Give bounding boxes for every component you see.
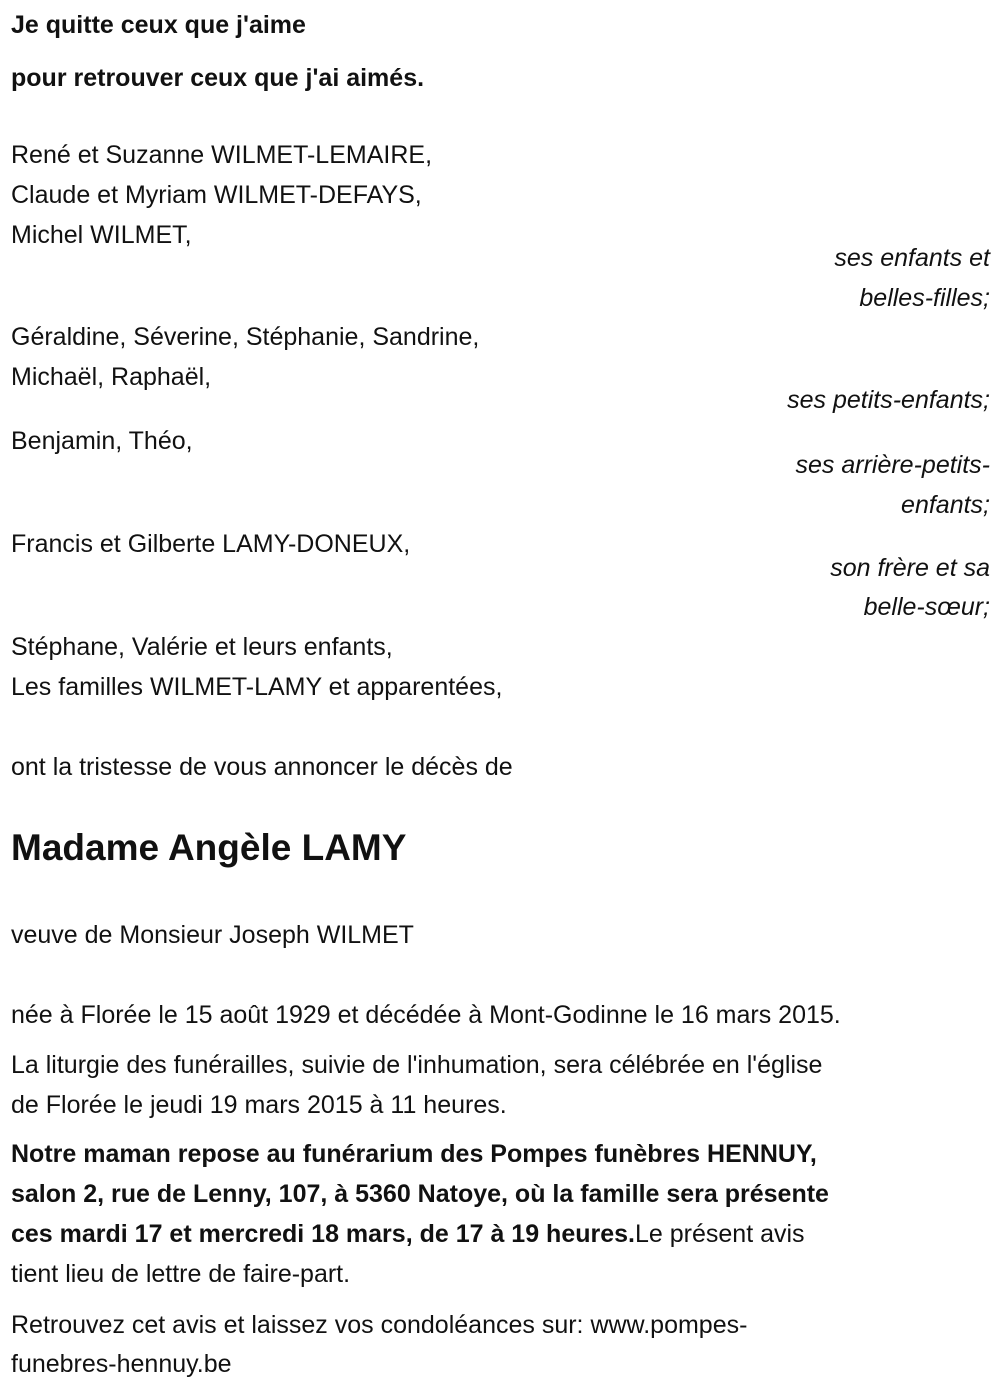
greatgrandchildren: Benjamin, Théo, — [11, 427, 193, 455]
notice-line-2: tient lieu de lettre de faire-part. — [11, 1260, 351, 1288]
dates: née à Florée le 15 août 1929 et décédée à Mont-Godinne le 16 mars 2015. — [11, 1001, 841, 1029]
funerarium-line-3: ces mardi 17 et mercredi 18 mars, de 17 à 19 heures. — [11, 1220, 635, 1248]
announcement: ont la tristesse de vous annoncer le décès de — [11, 753, 513, 781]
notice-line-1: Le présent avis — [635, 1220, 805, 1248]
epigraph-line-2: pour retrouver ceux que j'ai aimés. — [11, 64, 425, 92]
funerarium-line-2: salon 2, rue de Lenny, 107, à 5360 Natoye, où la famille sera présente — [11, 1180, 829, 1208]
condolences-line-1: Retrouvez cet avis et laissez vos condoléances sur: www.pompes- — [11, 1311, 748, 1339]
children-line-1: René et Suzanne WILMET-LEMAIRE, — [11, 141, 433, 169]
grandchildren-line-2: Michaël, Raphaël, — [11, 363, 212, 391]
children-role-2: belles-filles; — [859, 284, 990, 312]
children-line-2: Claude et Myriam WILMET-DEFAYS, — [11, 181, 422, 209]
liturgy-line-1: La liturgie des funérailles, suivie de l'inhumation, sera célébrée en l'église — [11, 1051, 823, 1079]
children-role-1: ses enfants et — [834, 244, 990, 272]
sibling-role-2: belle-sœur; — [863, 593, 990, 621]
sibling-role-1: son frère et sa — [830, 554, 990, 582]
grandchildren-role: ses petits-enfants; — [787, 386, 990, 414]
grandchildren-line-1: Géraldine, Séverine, Stéphanie, Sandrine, — [11, 323, 480, 351]
funerarium-line-3-wrap — [11, 1219, 805, 1249]
children-line-3: Michel WILMET, — [11, 221, 192, 249]
epigraph-line-1: Je quitte ceux que j'aime — [11, 11, 306, 39]
greatgrandchildren-role-2: enfants; — [901, 491, 990, 519]
greatgrandchildren-role-1: ses arrière-petits- — [795, 451, 990, 479]
widow-of: veuve de Monsieur Joseph WILMET — [11, 921, 414, 949]
others-line-1: Stéphane, Valérie et leurs enfants, — [11, 633, 393, 661]
condolences-line-2: funebres-hennuy.be — [11, 1350, 232, 1378]
liturgy-line-2: de Florée le jeudi 19 mars 2015 à 11 heures. — [11, 1091, 507, 1119]
deceased-name: Madame Angèle LAMY — [11, 827, 407, 868]
others-line-2: Les familles WILMET-LAMY et apparentées, — [11, 673, 503, 701]
funerarium-line-1: Notre maman repose au funérarium des Pompes funèbres HENNUY, — [11, 1140, 817, 1168]
sibling: Francis et Gilberte LAMY-DONEUX, — [11, 530, 411, 558]
